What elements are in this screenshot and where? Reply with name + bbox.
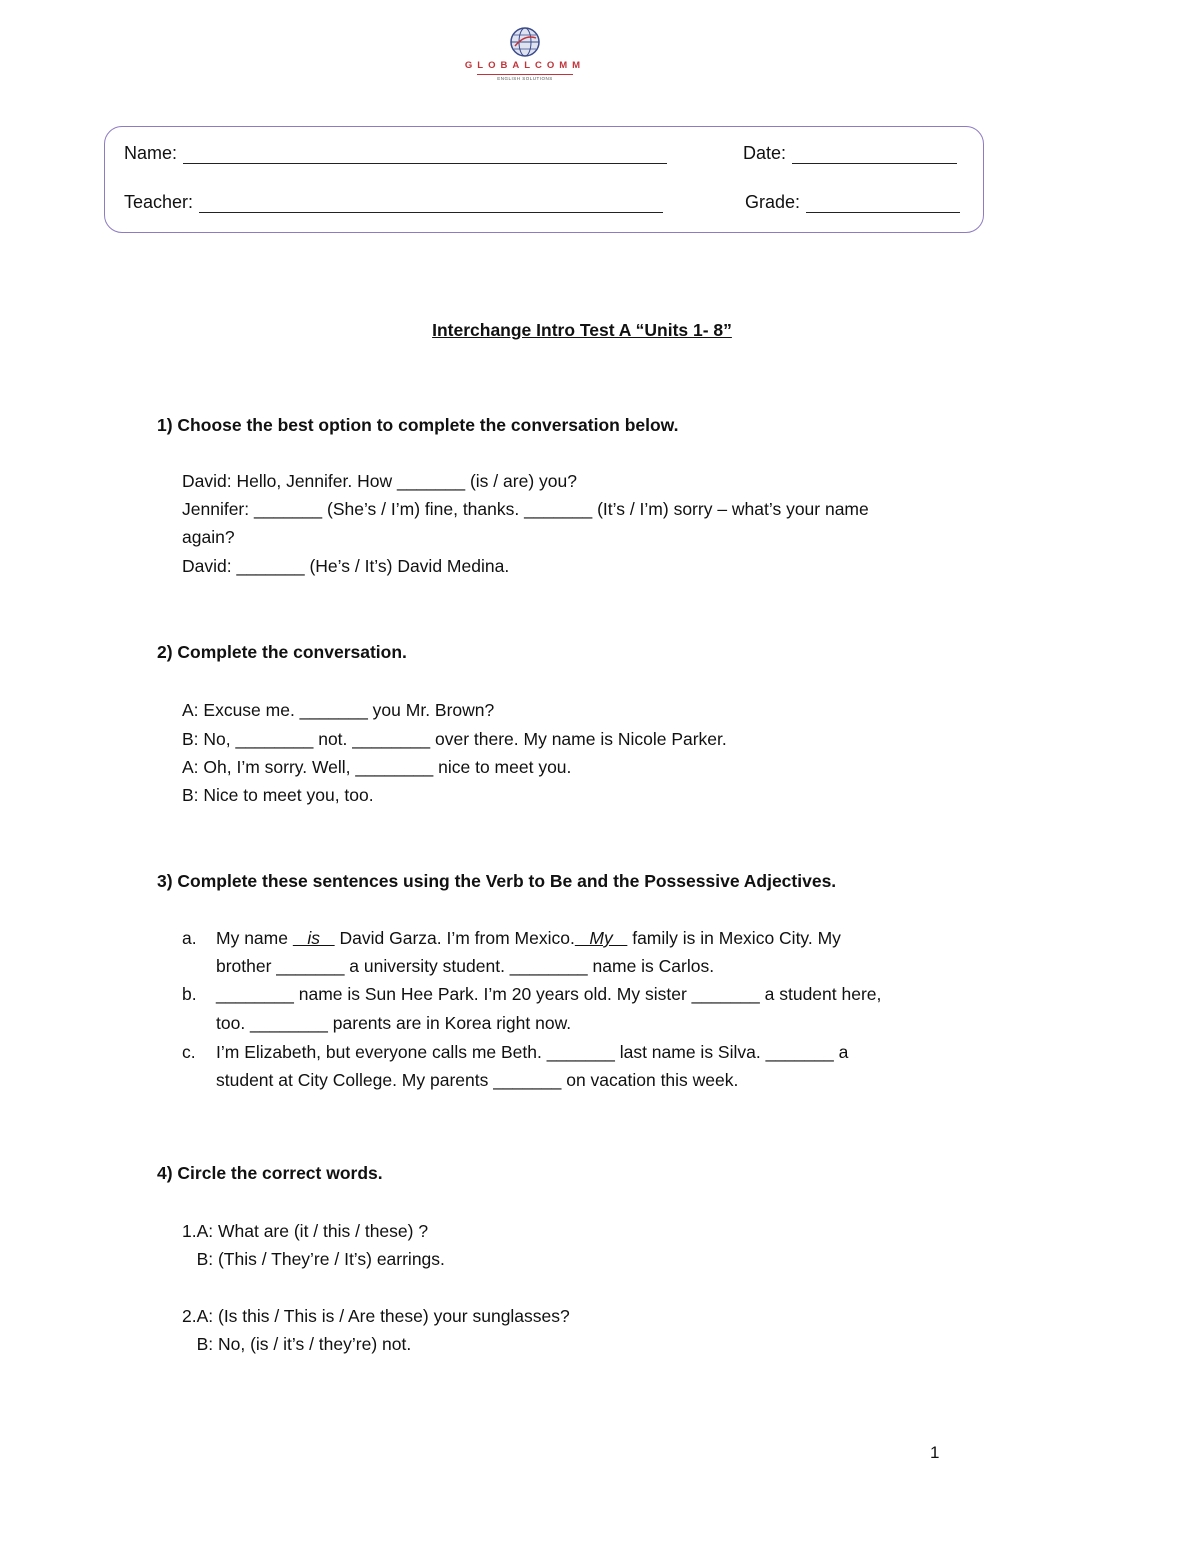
item-a-line2: brother _______ a university student. ________ name is Carlos. [216, 956, 715, 976]
item-c-line2: student at City College. My parents _______ on vacation this week. [216, 1070, 739, 1090]
section2-heading: 2) Complete the conversation. [157, 642, 407, 662]
section3-heading: 3) Complete these sentences using the Verb to Be and the Possessive Adjectives. [157, 871, 837, 891]
section1-line: again? [182, 527, 235, 547]
student-info-box [104, 126, 984, 233]
logo-wordmark: GLOBALCOMM [464, 60, 586, 71]
grade-label: Grade: [745, 192, 801, 212]
date-label: Date: [743, 143, 787, 163]
item-b-marker: b. [182, 984, 197, 1004]
item-a-line1: My name is David Garza. I’m from Mexico. My family is in Mexico City. My [216, 928, 841, 948]
section2-line: B: Nice to meet you, too. [182, 785, 374, 805]
teacher-label: Teacher: [124, 192, 194, 212]
item-a-marker: a. [182, 928, 197, 948]
grade-line[interactable] [806, 194, 960, 213]
test-title: Interchange Intro Test A “Units 1- 8” [432, 320, 732, 340]
logo [455, 26, 595, 84]
date-field[interactable] [743, 143, 957, 164]
example-answer: is [292, 928, 335, 948]
section1-line: David: Hello, Jennifer. How _______ (is / are) you? [182, 471, 577, 491]
section4-line: 2.A: (Is this / This is / Are these) your sunglasses? [182, 1306, 570, 1326]
section4-line: B: No, (is / it’s / they’re) not. [182, 1334, 412, 1354]
section2-line: A: Excuse me. _______ you Mr. Brown? [182, 700, 495, 720]
teacher-line[interactable] [199, 194, 663, 213]
section1-line: David: _______ (He’s / It’s) David Medina. [182, 556, 510, 576]
section1-heading: 1) Choose the best option to complete the conversation below. [157, 415, 679, 435]
section2-line: A: Oh, I’m sorry. Well, ________ nice to meet you. [182, 757, 572, 777]
logo-tagline: ENGLISH SOLUTIONS [477, 74, 573, 81]
date-line[interactable] [792, 145, 957, 164]
item-c-marker: c. [182, 1042, 196, 1062]
item-c-line1: I’m Elizabeth, but everyone calls me Beth. _______ last name is Silva. _______ a [216, 1042, 849, 1062]
page-number: 1 [930, 1443, 940, 1462]
answer-blank[interactable]: _______ [253, 499, 323, 519]
globe-icon [509, 26, 541, 58]
answer-blank[interactable]: _______ [236, 556, 305, 576]
item-b-line2: too. ________ parents are in Korea right now. [216, 1013, 572, 1033]
section4-line: 1.A: What are (it / this / these) ? [182, 1221, 429, 1241]
item-b-line1: ________ name is Sun Hee Park. I’m 20 years old. My sister _______ a student here, [216, 984, 882, 1004]
section1-line: Jennifer: _______ (She’s / I’m) fine, thanks. _______ (It’s / I’m) sorry – what’s your name [182, 499, 869, 519]
section4-line: B: (This / They’re / It’s) earrings. [182, 1249, 445, 1269]
name-label: Name: [124, 143, 178, 163]
example-answer: My [574, 928, 628, 948]
section4-heading: 4) Circle the correct words. [157, 1163, 383, 1183]
name-line[interactable] [183, 145, 667, 164]
grade-field[interactable] [745, 192, 960, 213]
section2-line: B: No, ________ not. ________ over there. My name is Nicole Parker. [182, 729, 727, 749]
name-field[interactable] [124, 143, 667, 164]
teacher-field[interactable] [124, 192, 663, 213]
answer-blank[interactable]: _______ [396, 471, 466, 491]
